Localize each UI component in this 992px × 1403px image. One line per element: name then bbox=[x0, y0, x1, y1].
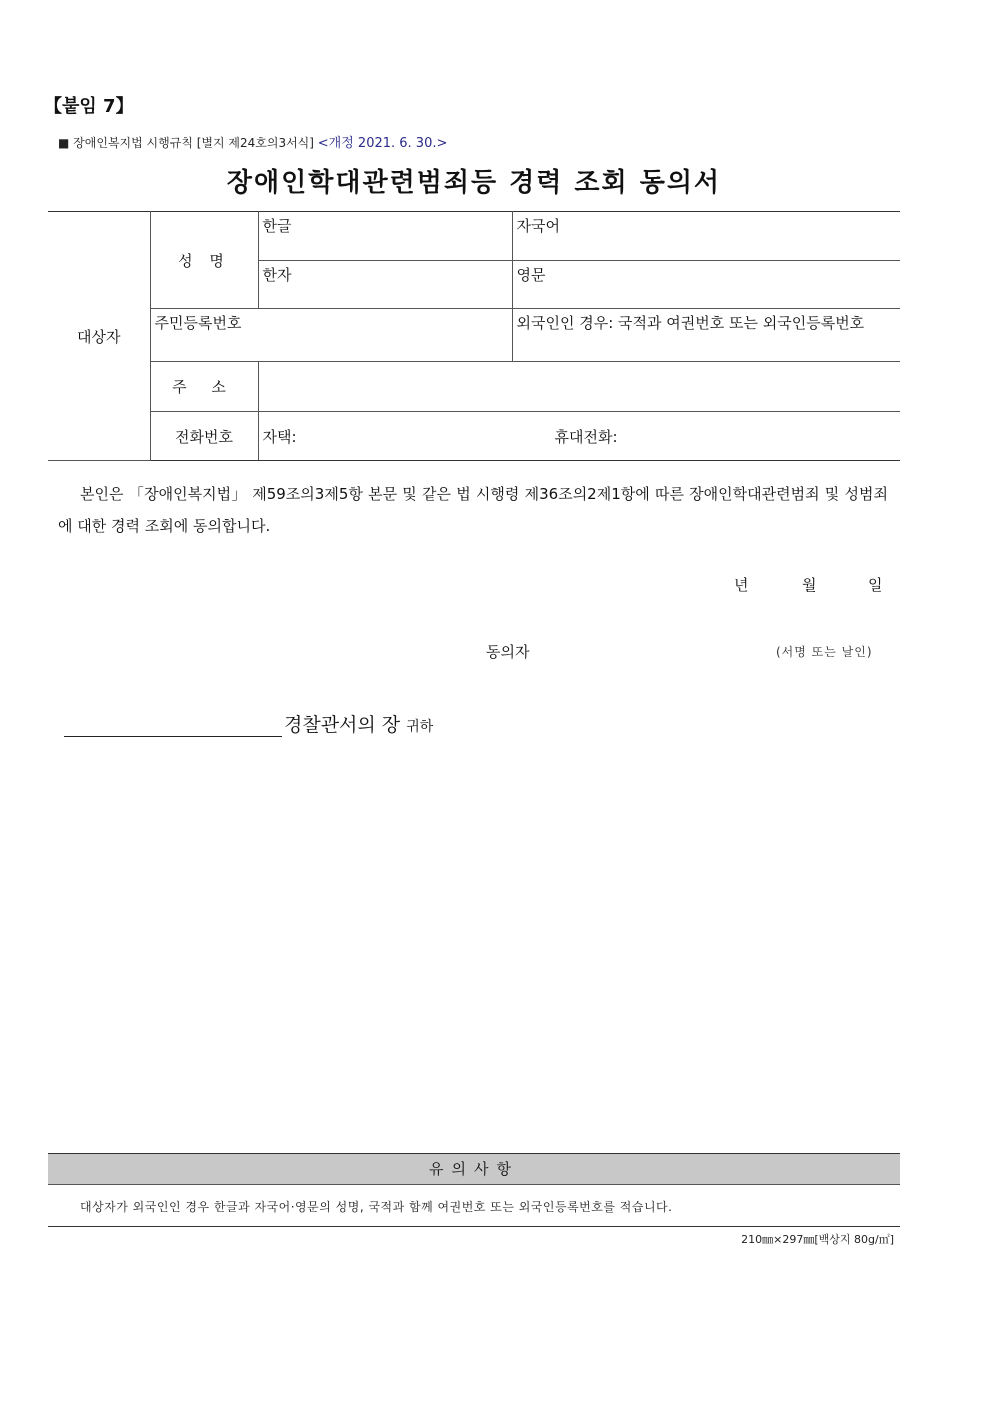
home-phone-label: 자택: bbox=[262, 427, 297, 446]
rrn-label: 주민등록번호 bbox=[154, 314, 242, 332]
phone-label: 전화번호 bbox=[150, 412, 258, 461]
consenter-label: 동의자 bbox=[486, 643, 530, 661]
foreigner-label: 외국인인 경우: 국적과 여권번호 또는 외국인등록번호 bbox=[516, 314, 865, 332]
hangul-label: 한글 bbox=[262, 217, 292, 235]
native-name-field[interactable] bbox=[512, 212, 900, 261]
address-field[interactable] bbox=[258, 362, 900, 412]
date-year-label: 년 bbox=[734, 576, 749, 594]
date-day-label: 일 bbox=[868, 576, 883, 594]
paper-spec: 210㎜×297㎜[백상지 80g/㎡] bbox=[741, 1233, 894, 1246]
addressee bbox=[284, 710, 433, 737]
notes-header: 유의사항 bbox=[48, 1153, 900, 1185]
english-name-field[interactable] bbox=[512, 261, 900, 309]
address-label: 주 소 bbox=[150, 362, 258, 412]
notes-text: 대상자가 외국인인 경우 한글과 자국어·영문의 성명, 국적과 함께 여권번호 또는 외국인등록번호를 적습니다. bbox=[80, 1200, 673, 1214]
legal-basis-text: 장애인복지법 시행규칙 [별지 제24호의3서식] bbox=[73, 136, 314, 150]
rrn-field[interactable] bbox=[150, 309, 512, 362]
mobile-phone-label: 휴대전화: bbox=[554, 427, 618, 446]
hangul-name-field[interactable] bbox=[258, 212, 512, 261]
consent-statement: 본인은 「장애인복지법」 제59조의3제5항 본문 및 같은 법 시행령 제36조의2제1항에 따른 장애인학대관련범죄 및 성범죄에 대한 경력 조회에 동의합니다. bbox=[58, 485, 888, 535]
signature-note: (서명 또는 날인) bbox=[776, 645, 873, 659]
square-bullet-icon: ■ bbox=[58, 136, 70, 150]
subject-label: 대상자 bbox=[48, 212, 150, 461]
legal-basis bbox=[58, 132, 447, 151]
addressee-suffix: 귀하 bbox=[406, 719, 434, 735]
revision-date: <개정 2021. 6. 30.> bbox=[317, 136, 448, 151]
page-title: 장애인학대관련범죄등 경력 조회 동의서 bbox=[226, 168, 722, 198]
date-month-label: 월 bbox=[802, 576, 817, 594]
police-station-blank[interactable] bbox=[64, 736, 282, 737]
native-label: 자국어 bbox=[516, 217, 560, 235]
hanja-label: 한자 bbox=[262, 266, 292, 284]
name-label: 성 명 bbox=[150, 212, 258, 309]
foreigner-id-field[interactable] bbox=[512, 309, 900, 362]
subject-info-table bbox=[48, 211, 900, 461]
hanja-name-field[interactable] bbox=[258, 261, 512, 309]
attachment-label: 【붙임 7】 bbox=[44, 96, 134, 117]
english-label: 영문 bbox=[516, 266, 546, 284]
phone-field[interactable] bbox=[258, 412, 900, 461]
notes-divider bbox=[48, 1226, 900, 1227]
addressee-main: 경찰관서의 장 bbox=[284, 714, 401, 736]
